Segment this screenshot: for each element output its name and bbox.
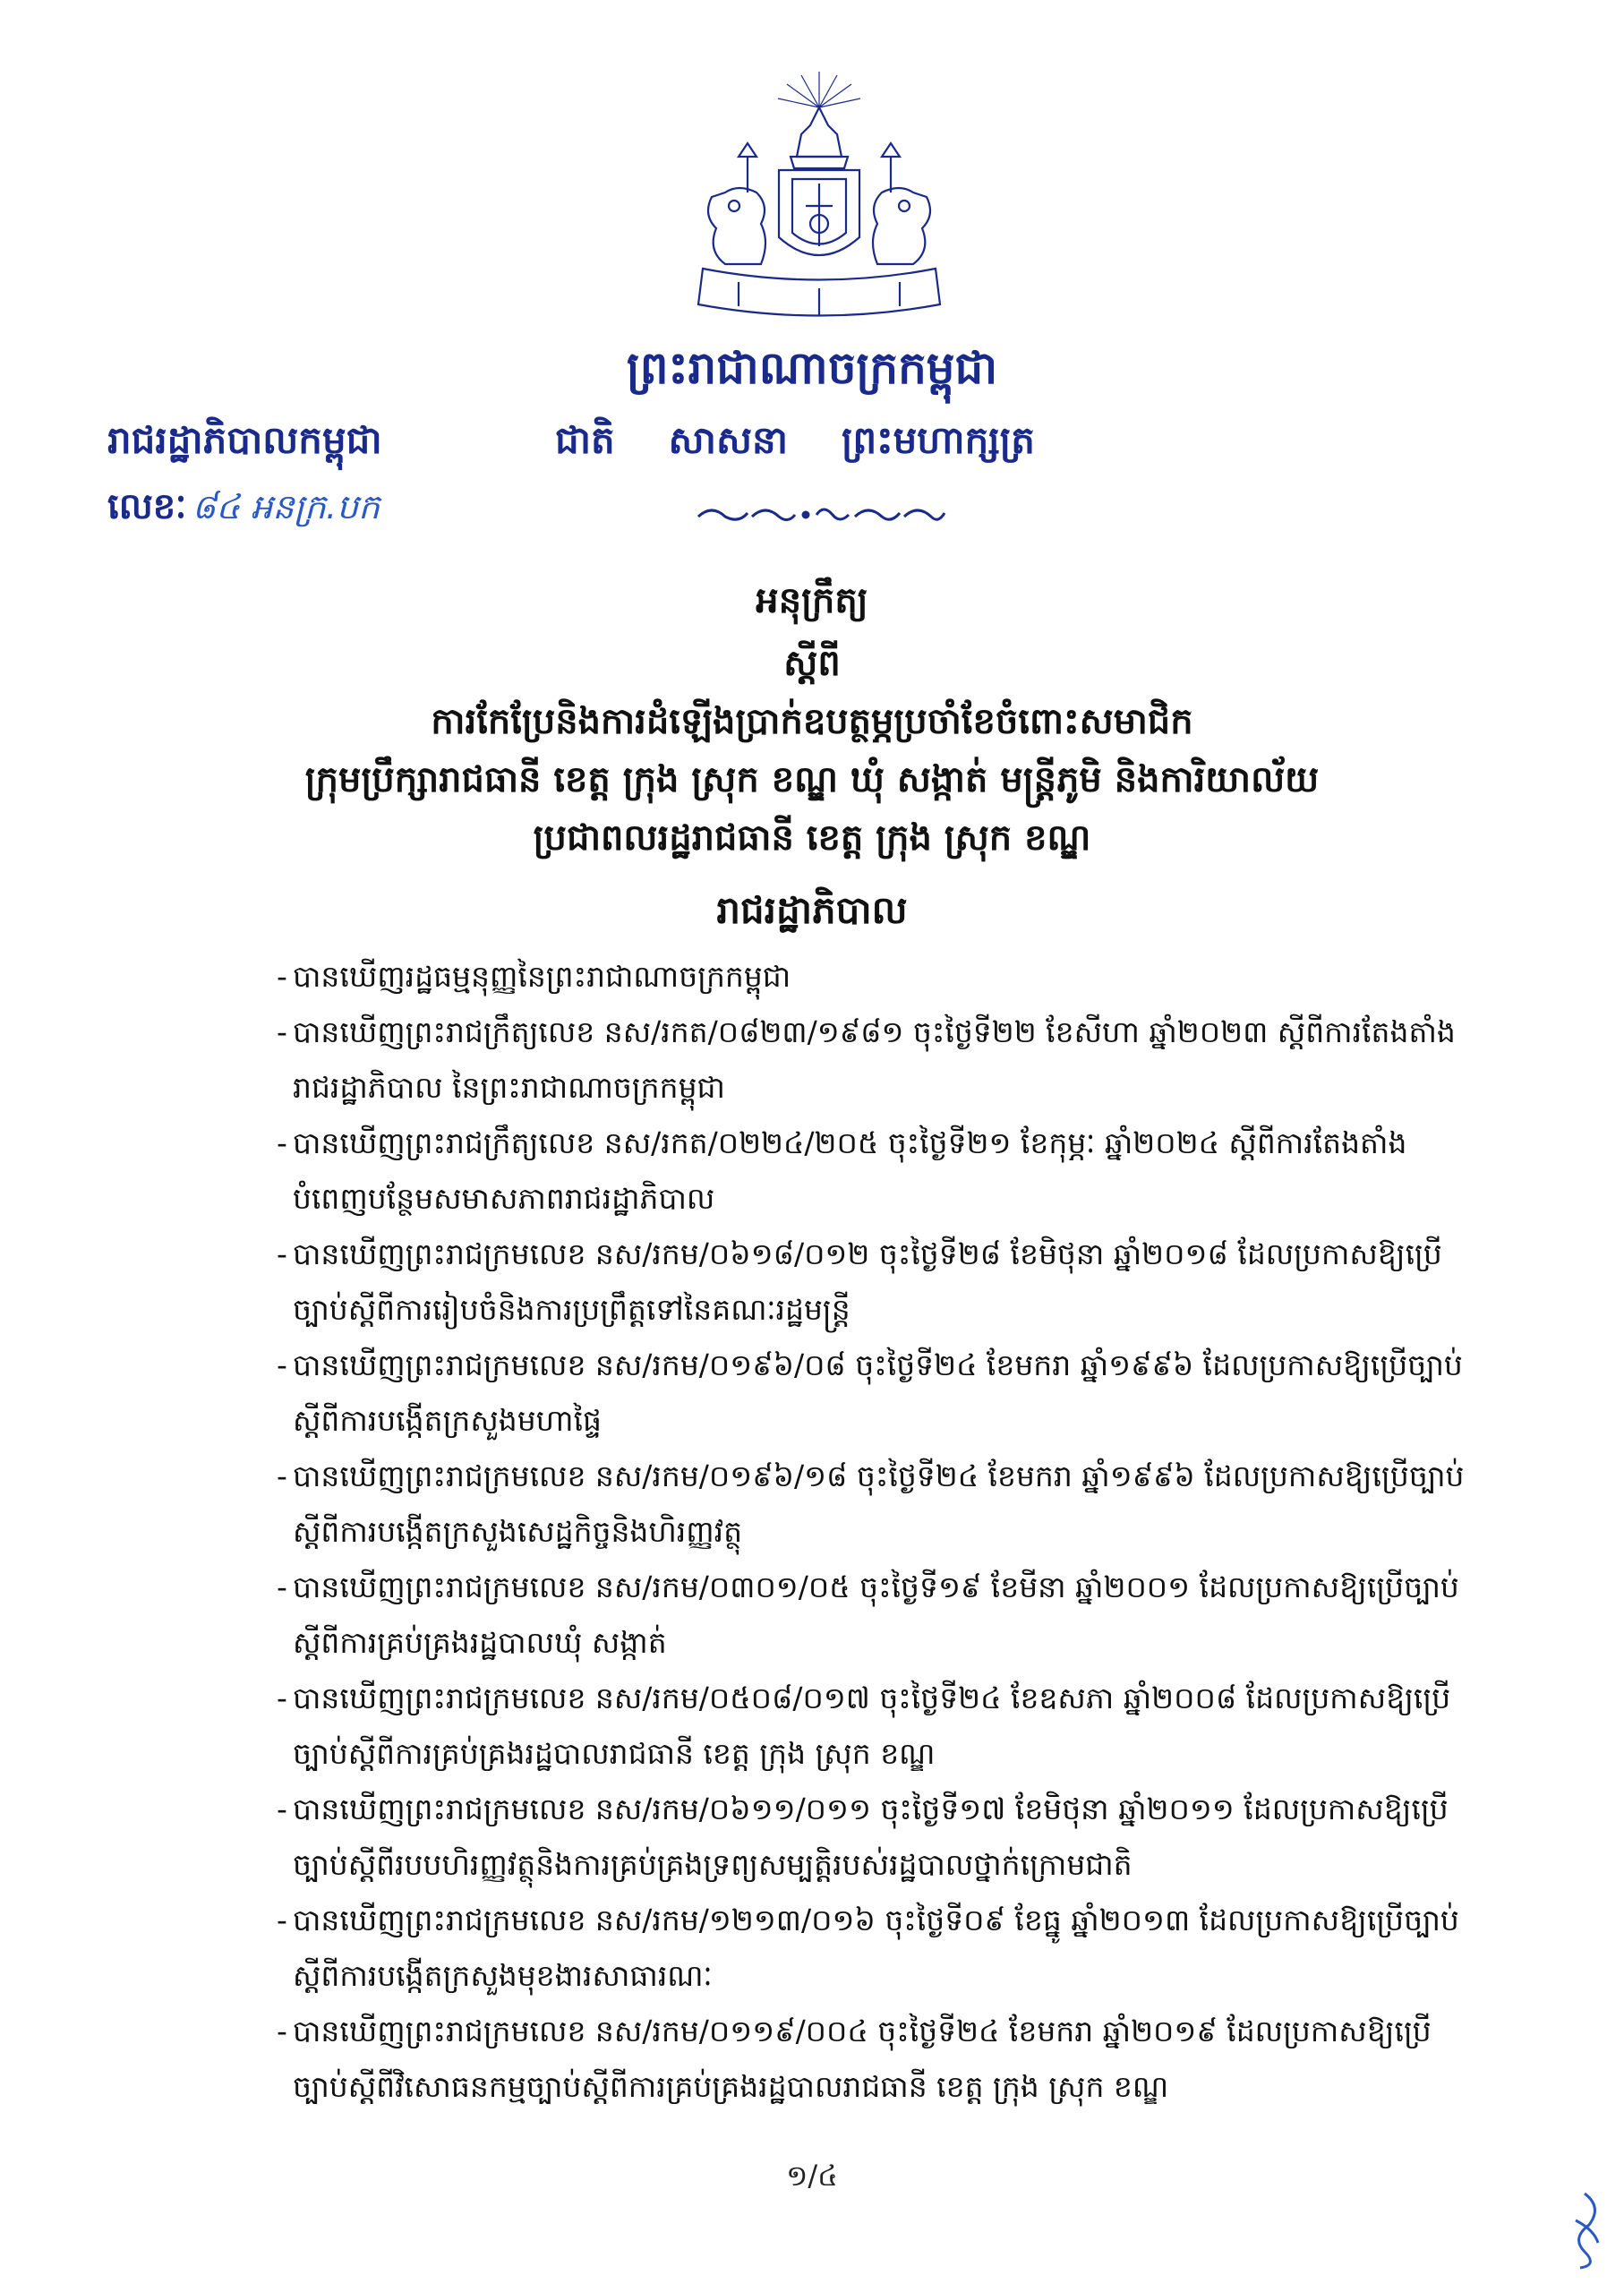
- motto-religion: សាសនា: [668, 418, 788, 462]
- reference-value: ៨៤ អនក្រ.បក: [192, 487, 380, 526]
- decree-type: អនុក្រឹត្យ: [756, 579, 868, 621]
- decree-subject-line-3: ប្រជាពលរដ្ឋរាជធានី ខេត្ត ក្រុង ស្រុក ខណ្ឌ: [533, 817, 1091, 859]
- royal-emblem-icon: [685, 72, 953, 327]
- page-number: ១/៤: [786, 2159, 838, 2193]
- reference-number: [107, 483, 380, 536]
- decree-subject-line-1: ការកែប្រែនិងការដំឡើងប្រាក់ឧបត្ថម្ភប្រចាំខែចំពោះសមាជិក: [431, 700, 1193, 742]
- national-motto: [555, 416, 1092, 472]
- ornament-divider-icon: [689, 497, 949, 529]
- list-item: - បានឃើញព្រះរាជក្រមលេខ នស/រកម/០១៩៦/០៨ ចុះថ្ងៃទី២៤ ខែមករា ឆ្នាំ១៩៩៦ ដែលប្រកាសឱ្យប្រើច្បាប់ស្តីពីការបង្កើតក្រសួងមហាផ្ទៃ: [282, 1338, 1482, 1449]
- list-item: - បានឃើញព្រះរាជក្រមលេខ នស/រកម/០៦១១/០១១ ចុះថ្ងៃទី១៧ ខែមិថុនា ឆ្នាំ២០១១ ដែលប្រកាសឱ្យប្រើច្បាប់ស្តីពីរបបហិរញ្ញវត្ថុនិងការគ្រប់គ្រងទ្រព្យសម្បត្តិរបស់រដ្ឋបាលថ្នាក់ក្រោមជាតិ: [282, 1782, 1482, 1893]
- reference-label: លេខៈ: [107, 485, 187, 527]
- list-item: - បានឃើញរដ្ឋធម្មនុញ្ញនៃព្រះរាជាណាចក្រកម្ពុជា: [282, 949, 1482, 1005]
- decree-subject-line-2: ក្រុមប្រឹក្សារាជធានី ខេត្ត ក្រុង ស្រុក ខណ្ឌ ឃុំ សង្កាត់ មន្ត្រីភូមិ និងការិយាល័យ: [304, 758, 1320, 800]
- list-item: - បានឃើញព្រះរាជក្រឹត្យលេខ នស/រកត/០៨២៣/១៩៨១ ចុះថ្ងៃទី២២ ខែសីហា ឆ្នាំ២០២៣ ស្តីពីការតែងតាំងរាជរដ្ឋាភិបាល នៃព្រះរាជាណាចក្រកម្ពុជា: [282, 1005, 1482, 1116]
- list-item: - បានឃើញព្រះរាជក្រមលេខ នស/រកម/១២១៣/០១៦ ចុះថ្ងៃទី០៩ ខែធ្នូ ឆ្នាំ២០១៣ ដែលប្រកាសឱ្យប្រើច្បាប់ស្តីពីការបង្កើតក្រសួងមុខងារសាធារណៈ: [282, 1893, 1482, 2004]
- list-item: - បានឃើញព្រះរាជក្រមលេខ នស/រកម/០៦១៨/០១២ ចុះថ្ងៃទី២៨ ខែមិថុនា ឆ្នាំ២០១៨ ដែលប្រកាសឱ្យប្រើច្បាប់ស្តីពីការរៀបចំនិងការប្រព្រឹត្តទៅនៃគណៈរដ្ឋមន្ត្រី: [282, 1227, 1482, 1338]
- issuing-authority: រាជរដ្ឋាភិបាល: [716, 888, 908, 932]
- government-name: រាជរដ្ឋាភិបាលកម្ពុជា: [107, 418, 382, 462]
- list-item: - បានឃើញព្រះរាជក្រមលេខ នស/រកម/០៣០១/០៥ ចុះថ្ងៃទី១៩ ខែមីនា ឆ្នាំ២០០១ ដែលប្រកាសឱ្យប្រើច្បាប់ស្តីពីការគ្រប់គ្រងរដ្ឋបាលឃុំ សង្កាត់: [282, 1560, 1482, 1671]
- preamble-list: [282, 949, 1482, 2115]
- motto-nation: ជាតិ: [555, 418, 615, 462]
- list-item: - បានឃើញព្រះរាជក្រមលេខ នស/រកម/០៥០៨/០១៧ ចុះថ្ងៃទី២៤ ខែឧសភា ឆ្នាំ២០០៨ ដែលប្រកាសឱ្យប្រើច្បាប់ស្តីពីការគ្រប់គ្រងរដ្ឋបាលរាជធានី ខេត្ត ក្រុង ស្រុក ខណ្ឌ: [282, 1671, 1482, 1782]
- initials-signature-icon: [1558, 2189, 1611, 2270]
- list-item: - បានឃើញព្រះរាជក្រមលេខ នស/រកម/០១៩៦/១៨ ចុះថ្ងៃទី២៤ ខែមករា ឆ្នាំ១៩៩៦ ដែលប្រកាសឱ្យប្រើច្បាប់ស្តីពីការបង្កើតក្រសួងសេដ្ឋកិច្ចនិងហិរញ្ញវត្ថុ: [282, 1449, 1482, 1560]
- kingdom-heading: ព្រះរាជាណាចក្រកម្ពុជា: [626, 341, 998, 394]
- decree-on: ស្តីពី: [783, 642, 841, 684]
- motto-king: ព្រះមហាក្សត្រ: [841, 418, 1035, 462]
- list-item: - បានឃើញព្រះរាជក្រមលេខ នស/រកម/០១១៩/០០៤ ចុះថ្ងៃទី២៤ ខែមករា ឆ្នាំ២០១៩ ដែលប្រកាសឱ្យប្រើច្បាប់ស្តីពីវិសោធនកម្មច្បាប់ស្តីពីការគ្រប់គ្រងរដ្ឋបាលរាជធានី ខេត្ត ក្រុង ស្រុក ខណ្ឌ: [282, 2004, 1482, 2115]
- list-item: - បានឃើញព្រះរាជក្រឹត្យលេខ នស/រកត/០២២៤/២០៥ ចុះថ្ងៃទី២១ ខែកុម្ភៈ ឆ្នាំ២០២៤ ស្តីពីការតែងតាំងបំពេញបន្ថែមសមាសភាពរាជរដ្ឋាភិបាល: [282, 1116, 1482, 1227]
